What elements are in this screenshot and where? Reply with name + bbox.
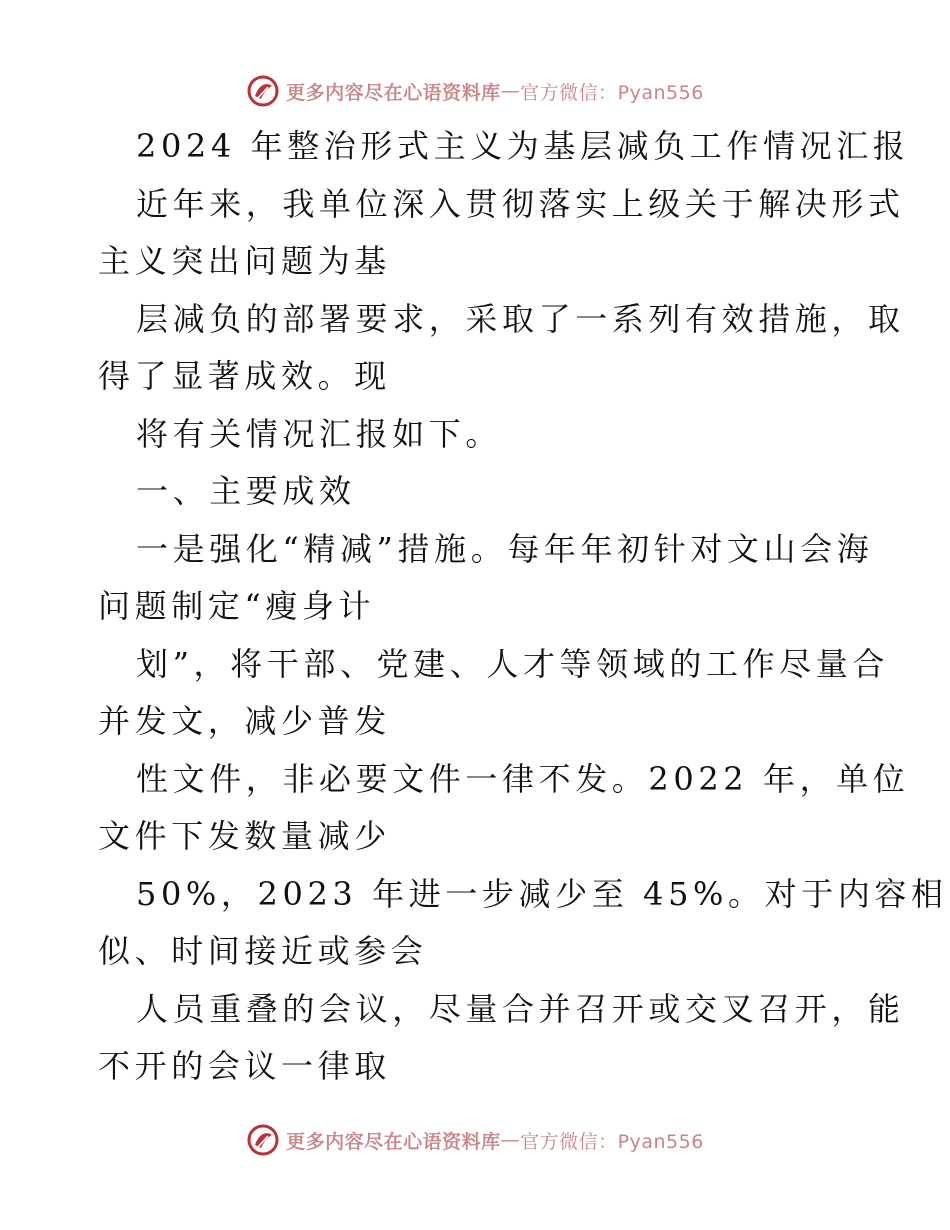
doc-line: 划”，将干部、党建、人才等领域的工作尽量合 <box>136 644 889 683</box>
footer-brand: 更多内容尽在心语资料库 <box>286 1130 501 1153</box>
header-banner-content <box>246 74 704 108</box>
library-logo-icon <box>246 74 280 108</box>
footer-separator: — <box>500 1129 521 1151</box>
doc-line: 不开的会议一律取 <box>98 1047 391 1085</box>
header-banner <box>0 71 950 111</box>
footer-banner-content <box>246 1123 704 1157</box>
footer-account: 官方微信：Pyan556 <box>520 1130 704 1153</box>
document-body <box>98 118 948 1096</box>
doc-line: 主义突出问题为基 <box>98 242 391 280</box>
header-separator: — <box>500 80 521 102</box>
doc-line: 一是强化“精减”措施。每年年初针对文山会海 <box>136 529 874 568</box>
library-logo-icon <box>246 1123 280 1157</box>
footer-banner <box>0 1120 950 1160</box>
doc-line: 近年来，我单位深入贯彻落实上级关于解决形式 <box>136 184 905 223</box>
doc-line: 50%，2023 年进一步减少至 45%。对于内容相 <box>136 874 948 913</box>
footer-banner-text <box>286 1127 704 1154</box>
doc-line: 将有关情况汇报如下。 <box>136 414 503 453</box>
section-heading: 一、主要成效 <box>136 472 356 510</box>
header-banner-text <box>286 78 704 105</box>
doc-line: 文件下发数量减少 <box>98 817 391 855</box>
doc-line: 层减负的部署要求，采取了一系列有效措施，取 <box>136 299 905 338</box>
header-account: 官方微信：Pyan556 <box>520 81 704 104</box>
doc-line: 性文件，非必要文件一律不发。2022 年，单位 <box>136 759 910 798</box>
doc-line: 似、时间接近或参会 <box>98 932 428 970</box>
doc-line: 得了显著成效。现 <box>98 357 391 395</box>
header-brand: 更多内容尽在心语资料库 <box>286 81 501 104</box>
doc-line: 人员重叠的会议，尽量合并召开或交叉召开，能 <box>136 989 905 1028</box>
doc-title: 2024 年整治形式主义为基层减负工作情况汇报 <box>136 127 910 165</box>
doc-line: 并发文，减少普发 <box>98 702 391 740</box>
doc-line: 问题制定“瘦身计 <box>98 587 376 625</box>
